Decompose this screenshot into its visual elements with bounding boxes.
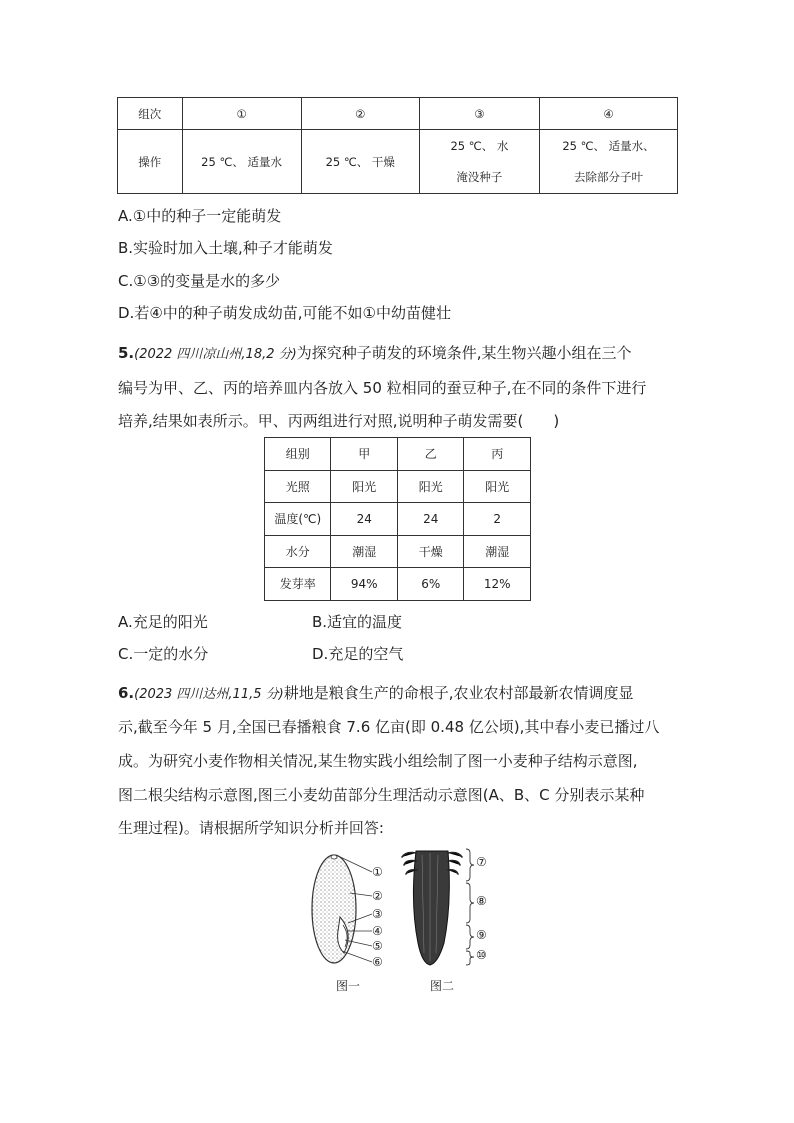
table2-cell: 阳光 — [464, 470, 531, 503]
question-source: (2022 四川凉山州,18,2 分) — [134, 347, 297, 362]
figure-2-caption: 图二 — [430, 979, 455, 993]
q5-option-b: B.适宜的温度 — [312, 613, 403, 631]
q6-stem-line-4: 图二根尖结构示意图,图三小麦幼苗部分生理活动示意图(A、B、C 分别表示某种 — [118, 786, 645, 804]
q5-option-d: D.充足的空气 — [312, 645, 404, 663]
table1-header-cell: ① — [182, 98, 301, 130]
table2-cell: 温度(℃) — [265, 503, 331, 536]
table2-cell: 发芽率 — [265, 568, 331, 601]
table2-cell: 光照 — [265, 470, 331, 503]
table1-row-label: 操作 — [118, 130, 183, 194]
question-number: 6. — [118, 684, 135, 702]
q5-stem-line-3: 培养,结果如表所示。甲、丙两组进行对照,说明种子萌发需要( ) — [118, 412, 560, 430]
table1-header-cell: 组次 — [118, 98, 183, 130]
q4-option-b: B.实验时加入土壤,种子才能萌发 — [118, 239, 333, 257]
table2-cell: 水分 — [265, 535, 331, 568]
figure-1-caption: 图一 — [336, 979, 361, 993]
table2-cell: 12% — [464, 568, 531, 601]
table2-cell: 6% — [398, 568, 464, 601]
q4-option-d: D.若④中的种子萌发成幼苗,可能不如①中幼苗健壮 — [118, 304, 451, 322]
q4-option-a: A.①中的种子一定能萌发 — [118, 207, 282, 225]
wheat-seed-diagram — [300, 845, 400, 970]
q5-option-c: C.一定的水分 — [118, 645, 209, 663]
table2-cell: 组别 — [265, 438, 331, 471]
q6-stem-line-2: 示,截至今年 5 月,全国已春播粮食 7.6 亿亩(即 0.48 亿公顷),其中春小麦已播过八 — [118, 718, 660, 736]
table1-cell: 25 ℃、 适量水、 去除部分子叶 — [539, 130, 677, 194]
table1-cell: 25 ℃、 适量水 — [182, 130, 301, 194]
table2-cell: 潮湿 — [464, 535, 531, 568]
q5-stem-line-1: 5.(2022 四川凉山州,18,2 分)为探究种子萌发的环境条件,某生物兴趣小组在三个 — [118, 344, 632, 362]
table1-header-cell: ② — [301, 98, 419, 130]
q5-stem-line-2: 编号为甲、乙、丙的培养皿内各放入 50 粒相同的蚕豆种子,在不同的条件下进行 — [118, 379, 647, 397]
q4-option-c: C.①③的变量是水的多少 — [118, 272, 281, 290]
q6-stem-line-3: 成。为研究小麦作物相关情况,某生物实践小组绘制了图一小麦种子结构示意图, — [118, 752, 638, 770]
fig1-label: ⑥ — [372, 955, 383, 969]
experiment-table-1 — [117, 97, 678, 194]
table1-cell: 25 ℃、 干燥 — [301, 130, 419, 194]
fig1-label: ④ — [372, 924, 383, 938]
q5-option-a: A.充足的阳光 — [118, 613, 208, 631]
fig2-label: ⑦ — [476, 855, 487, 869]
table1-cell: 25 ℃、 水 淹没种子 — [419, 130, 539, 194]
fig2-label: ⑧ — [476, 894, 487, 908]
q6-stem-line-1: 6.(2023 四川达州,11,5 分)耕地是粮食生产的命根子,农业农村部最新农情调度显 — [118, 684, 634, 702]
table2-cell: 干燥 — [398, 535, 464, 568]
table2-cell: 阳光 — [331, 470, 398, 503]
table2-cell: 潮湿 — [331, 535, 398, 568]
germination-table — [264, 437, 531, 601]
fig2-label: ⑨ — [476, 928, 487, 942]
table2-cell: 乙 — [398, 438, 464, 471]
fig1-label: ③ — [372, 907, 383, 921]
table2-cell: 94% — [331, 568, 398, 601]
table2-cell: 24 — [398, 503, 464, 536]
fig1-label: ⑤ — [372, 939, 383, 953]
table2-cell: 丙 — [464, 438, 531, 471]
table2-cell: 甲 — [331, 438, 398, 471]
fig1-label: ① — [372, 865, 383, 879]
table2-cell: 24 — [331, 503, 398, 536]
question-number: 5. — [118, 344, 135, 362]
table1-header-cell: ③ — [419, 98, 539, 130]
table2-cell: 阳光 — [398, 470, 464, 503]
q6-stem-line-5: 生理过程)。请根据所学知识分析并回答: — [118, 819, 384, 837]
fig2-label: ⑩ — [476, 948, 487, 962]
fig1-label: ② — [372, 889, 383, 903]
question-source: (2023 四川达州,11,5 分) — [134, 687, 284, 702]
table1-header-cell: ④ — [539, 98, 677, 130]
table2-cell: 2 — [464, 503, 531, 536]
root-tip-diagram — [398, 843, 488, 973]
